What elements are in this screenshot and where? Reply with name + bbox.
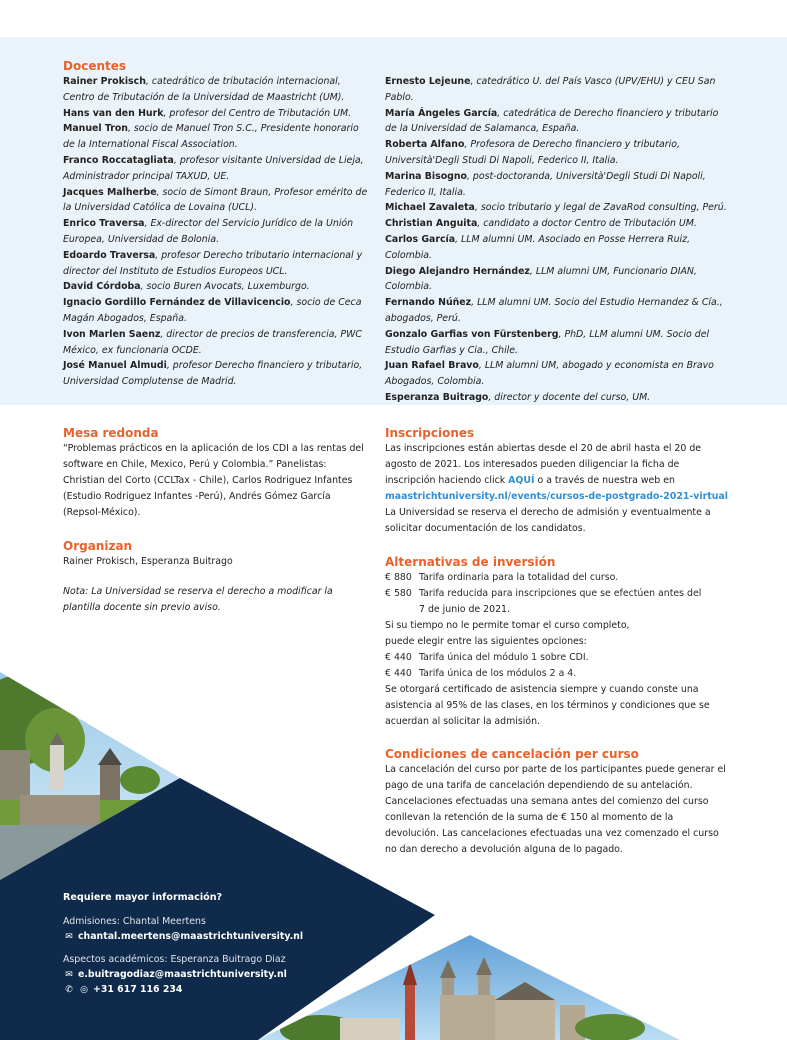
inscripciones-note: La Universidad se reserva el derecho de admisión y eventualmente a solicitar documentación de los candidatos. xyxy=(385,507,711,534)
academic-email[interactable]: ✉ e.buitragodiaz@maastrichtuniversity.nl xyxy=(63,967,363,982)
admissions-email[interactable]: ✉ chantal.meertens@maastrichtuniversity.nl xyxy=(63,929,363,944)
teacher-description: , LLM alumni UM, Funcionario DIAN, Colombia. xyxy=(385,265,697,293)
inscripciones-text: Las inscripciones están abiertas desde el 20 de abril hasta el 20 de agosto de 2021. Los interesados pueden diligenciar la ficha de inscripción haciendo click AQUÍ o a través de nuestra web en xyxy=(385,443,702,486)
teacher-description: , profesor Derecho financiero y tributario, Universidad Complutense de Madrid. xyxy=(63,360,363,388)
teacher-name: Enrico Traversa xyxy=(63,218,145,230)
whatsapp-icon: ◎ xyxy=(80,984,88,995)
teacher-name: María Ángeles García xyxy=(385,107,498,119)
teacher-name: Fernando Núñez xyxy=(385,297,472,309)
teacher-description: , Ex-director del Servicio Jurídico de la Unión Europea, Universidad de Bolonia. xyxy=(63,218,354,245)
admissions-label: Admisiones: Chantal Meertens xyxy=(63,916,206,927)
teacher-description: , socio de Ceca Magán Abogados, España. xyxy=(63,297,362,324)
teacher-description: , LLM alumni UM. Asociado en Posse Herrera Ruiz, Colombia. xyxy=(385,233,691,261)
teacher-description: , director de precios de transferencia, PWC México, ex funcionaria OCDE. xyxy=(63,328,362,356)
teacher-name: Manuel Tron xyxy=(63,123,128,135)
price-row: € 440 Tarifa única de los módulos 2 a 4. xyxy=(385,668,577,679)
organizan-note: Nota: La Universidad se reserva el derecho a modificar la plantilla docente sin previo aviso. xyxy=(63,586,333,613)
aqui-link[interactable]: AQUÍ xyxy=(508,475,535,486)
teacher-name: Jacques Malherbe xyxy=(63,186,157,198)
teacher-description: , catedrática de Derecho financiero y tributario de la Universidad de Salamanca, España. xyxy=(385,107,719,135)
teacher-name: Hans van den Hurk xyxy=(63,107,164,119)
envelope-icon: ✉ xyxy=(65,969,73,980)
contact-heading: Requiere mayor información? xyxy=(63,892,223,903)
teacher-name: Diego Alejandro Hernández xyxy=(385,265,530,277)
price-row: € 580 Tarifa reducida para inscripciones que se efectúen antes del xyxy=(385,588,702,599)
price-row: € 440 Tarifa única del módulo 1 sobre CDI. xyxy=(385,652,589,663)
teacher-name: Michael Zavaleta xyxy=(385,202,475,214)
academic-label: Aspectos académicos: Esperanza Buitrago Diaz xyxy=(63,954,286,965)
teacher-description: , PhD, LLM alumni UM. Socio del Estudio Garfias y Cia., Chile. xyxy=(385,328,710,356)
website-link[interactable]: maastrichtuniversity.nl/events/cursos-de-postgrado-2021-virtual xyxy=(385,491,728,502)
teacher-name: Rainer Prokisch xyxy=(63,76,146,87)
teacher-description: , Profesora de Derecho financiero y tributario, Università'Degli Studi Di Napoli, Federico II, Italia. xyxy=(385,139,680,166)
teacher-description: , catedrático de tributación internacional, Centro de Tributación de la Universidad de Maastricht (UM). xyxy=(63,76,345,103)
teacher-description: , candidato a doctor Centro de Tributación UM. xyxy=(477,218,697,230)
mesa-text: “Problemas prácticos en la aplicación de los CDI a las rentas del software en Chile, Mexico, Perú y Colombia.” Panelistas: Christian del Corto (CCLTax - Chile), Carlos Rodriguez Infantes (Estudio Rodriguez Infantes -Perú), Andrés Gómez García (Repsol-México). xyxy=(63,443,364,518)
inversion-section: Alternativas de inversión € 880 Tarifa ordinaria para la totalidad del curso. € 580 Tarifa reducida para inscripciones que se efectúen antes del 7 de junio de 2021. Si su tiempo no le permite tomar el curso completo, puede elegir entre las siguientes opciones: € 440 Tarifa única del módulo 1 sobre CDI. € 440 Tarifa única de los módulos 2 a 4. Se otorgará certificado de asistencia siempre y cuando conste una asistencia al 95% de las clases, en los términos y condiciones que se acuerdan al solicitar la admisión. xyxy=(385,554,730,730)
teacher-description: , post-doctoranda, Università'Degli Studi Di Napoli, Federico II, Italia. xyxy=(385,170,706,198)
mesa-title: Mesa redonda xyxy=(63,426,159,440)
teacher-description: , LLM alumni UM, abogado y economista en Bravo Abogados, Colombia. xyxy=(385,360,714,388)
teacher-description: , LLM alumni UM. Socio del Estudio Hernandez & Cía., abogados, Perú. xyxy=(385,297,723,324)
teacher-name: Esperanza Buitrago xyxy=(385,391,489,403)
organizan-title: Organizan xyxy=(63,539,133,553)
contact-block xyxy=(63,890,363,997)
teacher-name: Roberta Alfano xyxy=(385,139,465,151)
docentes-title: Docentes xyxy=(63,59,127,73)
teacher-description: , profesor visitante Universidad de Lieja, Administrador principal TAXUD, UE. xyxy=(63,154,364,182)
teacher-name: Juan Rafael Bravo xyxy=(385,360,479,372)
teacher-name: Edoardo Traversa xyxy=(63,249,156,261)
teacher-description: , socio de Simont Braun, Profesor emérito de la Universidad Católica de Lovaina (UCL). xyxy=(63,186,368,214)
inversion-footer: Se otorgará certificado de asistencia siempre y cuando conste una asistencia al 95% de las clases, en los términos y condiciones que se acuerdan al solicitar la admisión. xyxy=(385,684,710,727)
phone-icon: ✆ xyxy=(65,984,73,995)
organizan-text: Rainer Prokisch, Esperanza Buitrago xyxy=(63,556,233,567)
price-row: € 880 Tarifa ordinaria para la totalidad del curso. xyxy=(385,572,619,583)
teacher-name: José Manuel Almudi xyxy=(63,360,167,372)
teacher-name: Christian Anguita xyxy=(385,218,478,230)
teacher-name: Ignacio Gordillo Fernández de Villavicencio xyxy=(63,297,291,309)
teacher-description: , profesor Derecho tributario internacional y director del Instituto de Estudios Europeos UCL. xyxy=(63,249,363,277)
inscripciones-title: Inscripciones xyxy=(385,426,475,440)
teacher-description: , socio tributario y legal de ZavaRod consulting, Perú. xyxy=(474,202,727,214)
teacher-name: Ernesto Lejeune xyxy=(385,76,471,87)
teacher-name: Franco Roccatagliata xyxy=(63,154,174,166)
cancelacion-text: La cancelación del curso por parte de los participantes puede generar el pago de una tarifa de cancelación dependiendo de su antelación. Cancelaciones efectuadas una semana antes del comienzo del curso conllevan la retención de la suma de € 150 al momento de la devolución. Las cancelaciones efectuadas una vez comenzado el curso no dan derecho a devolución alguna de lo pagado. xyxy=(385,764,726,855)
teacher-name: Carlos García xyxy=(385,233,456,245)
phone-number[interactable]: ✆ ◎ +31 617 116 234 xyxy=(63,982,363,997)
teacher-name: Marina Bisogno xyxy=(385,170,467,182)
cancelacion-title: Condiciones de cancelación per curso xyxy=(385,747,639,761)
teacher-description: , socio de Manuel Tron S.C., Presidente honorario de la International Fiscal Association. xyxy=(63,123,359,151)
inversion-title: Alternativas de inversión xyxy=(385,555,556,569)
teacher-description: , director y docente del curso, UM. xyxy=(488,391,651,403)
teacher-description: , socio Buren Avocats, Luxemburgo. xyxy=(140,281,310,293)
teacher-description: , profesor del Centro de Tributación UM. xyxy=(163,107,352,119)
teacher-name: David Córdoba xyxy=(63,281,141,293)
teacher-name: Ivon Marlen Saenz xyxy=(63,328,161,340)
envelope-icon: ✉ xyxy=(65,931,73,942)
teacher-name: Gonzalo Garfias von Fürstenberg xyxy=(385,328,559,340)
teacher-description: , catedrático U. del País Vasco (UPV/EHU) y CEU San Pablo. xyxy=(385,76,716,103)
